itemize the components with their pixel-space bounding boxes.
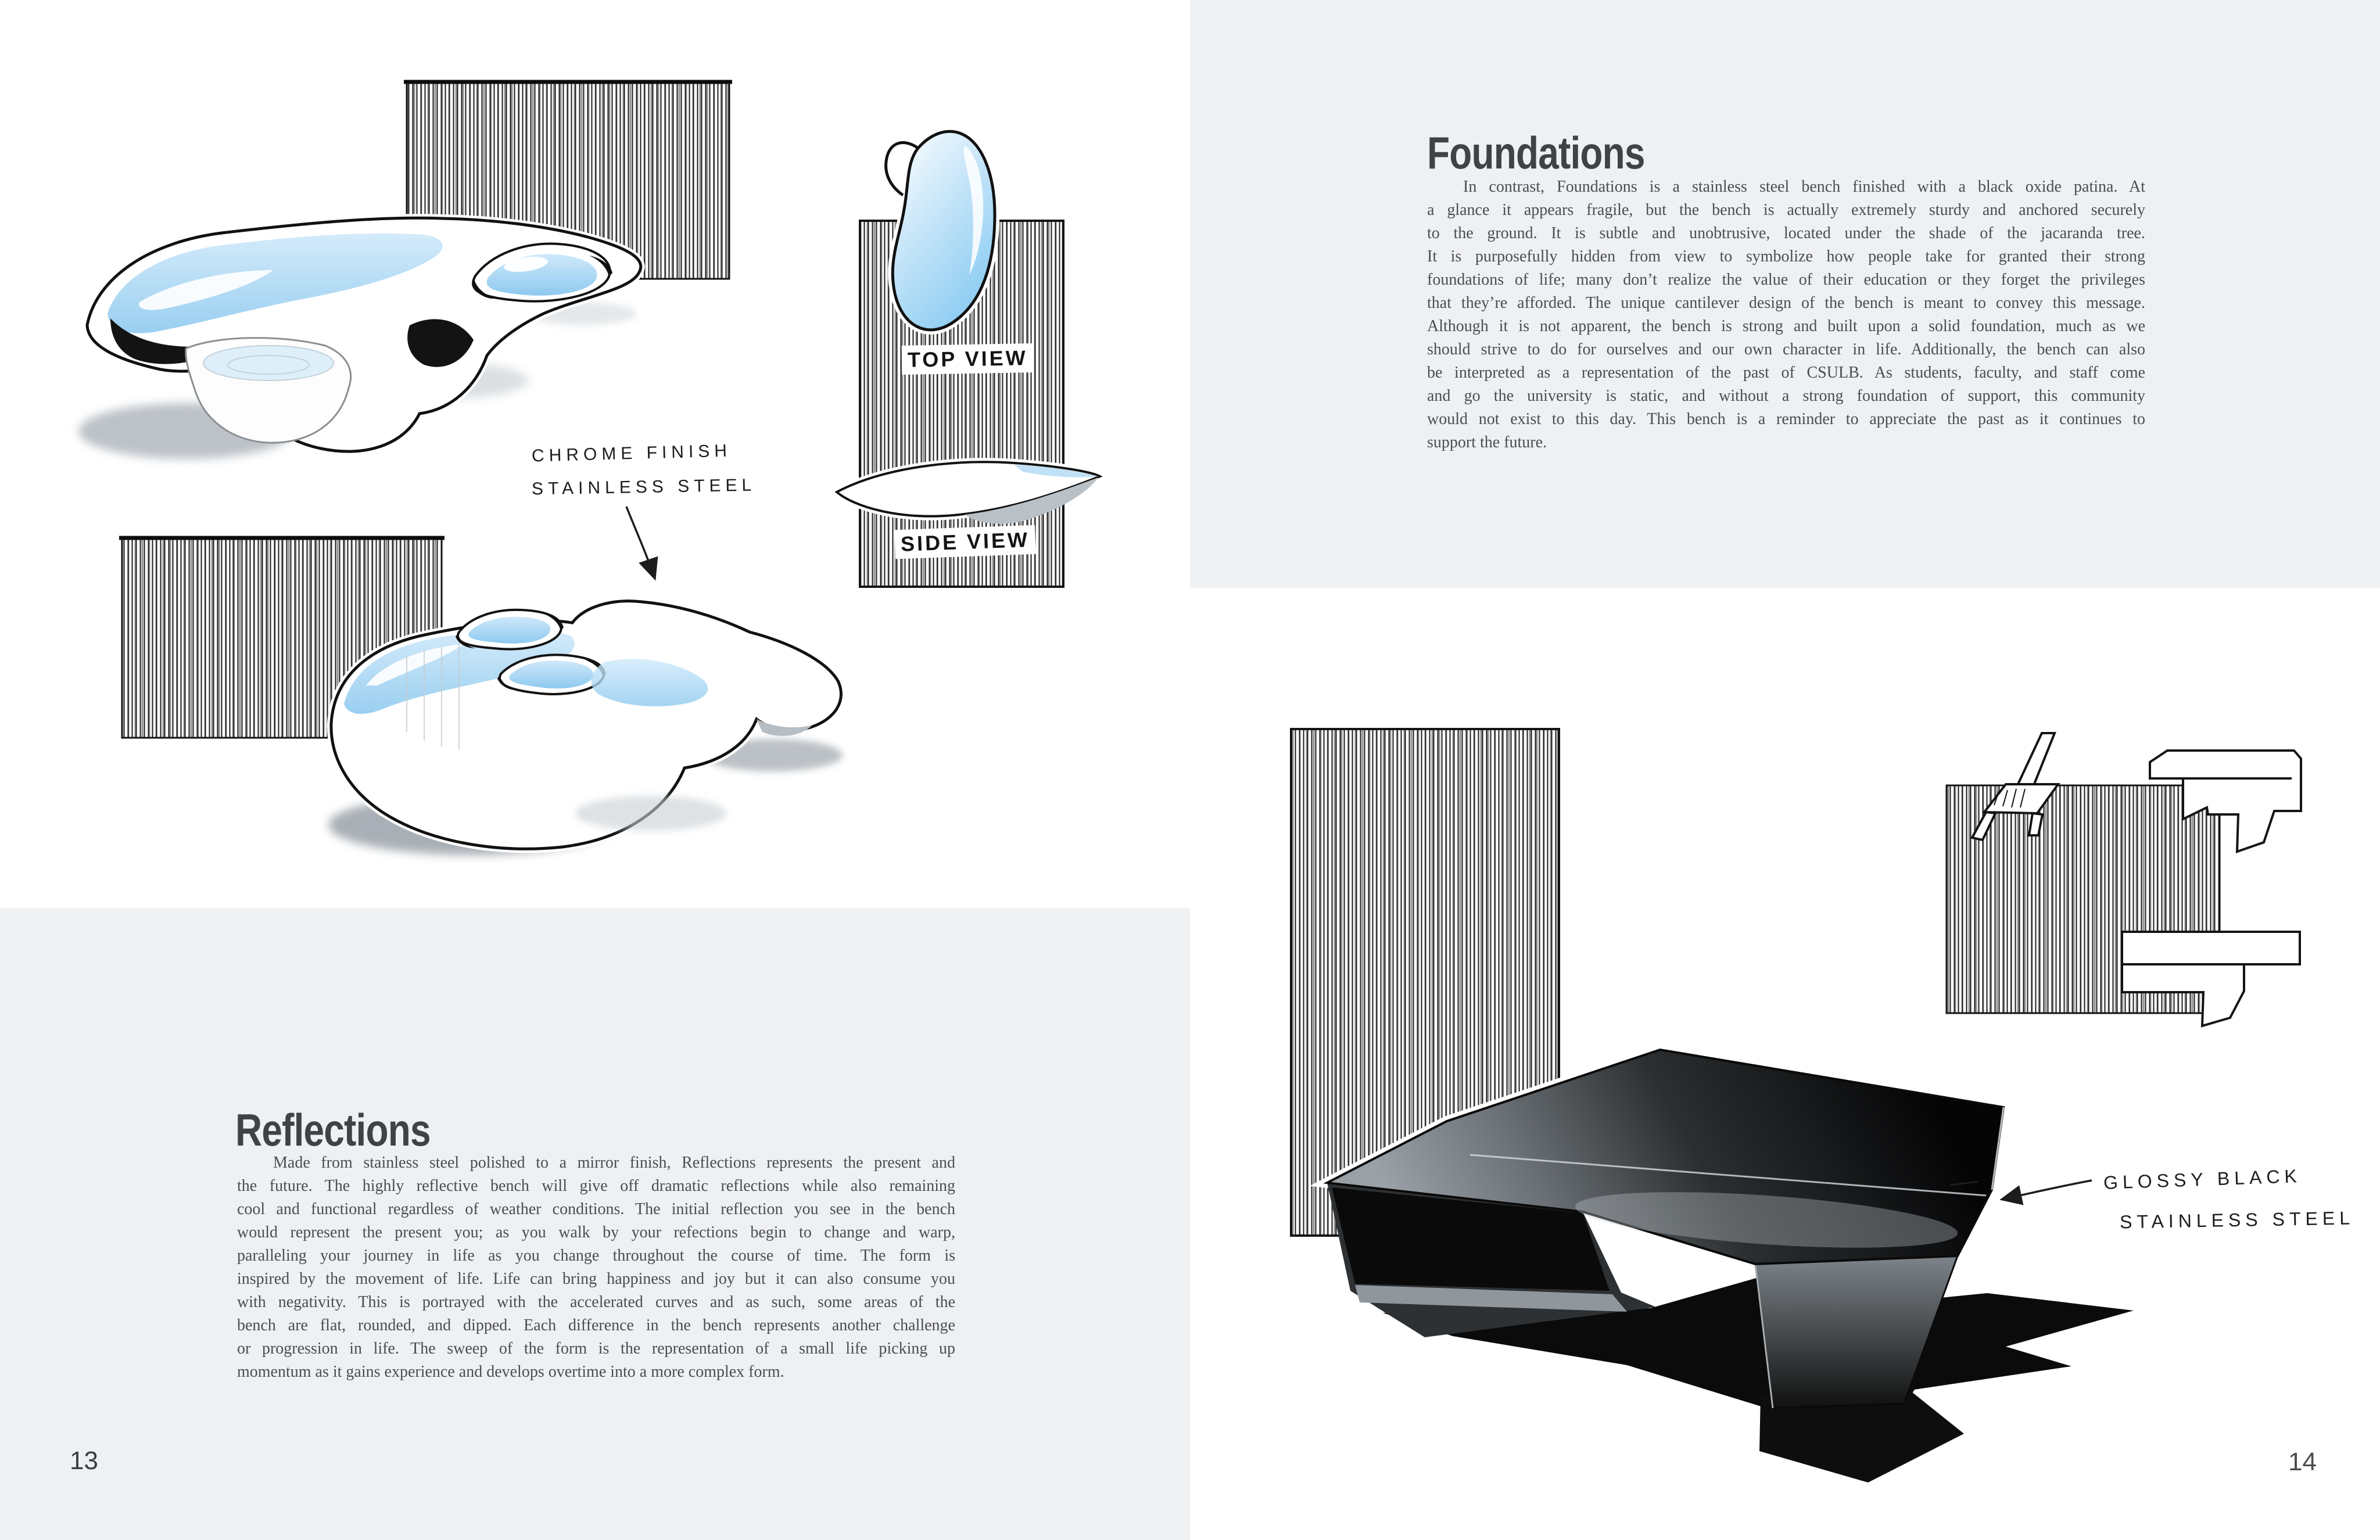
- glossy-note-arrow: [2003, 1180, 2092, 1199]
- top-view-droplet: [886, 131, 995, 330]
- body-line: with negativity. This is portrayed with the accelerated curves and as such, some areas of the: [237, 1293, 955, 1311]
- body-line: bench are flat, rounded, and dipped. Each difference in the bench represents another challenge: [237, 1316, 955, 1334]
- reflections-body: [237, 1151, 955, 1384]
- body-line: the future. The highly reflective bench will give off dramatic reflections while also remaining: [237, 1177, 955, 1195]
- body-line: In contrast, Foundations is a stainless steel bench finished with a black oxide patina. At: [1463, 178, 2145, 196]
- body-line: that they’re afforded. The unique cantilever design of the bench is meant to convey this message.: [1427, 294, 2145, 312]
- body-line: It is purposefully hidden from view to symbolize how people take for granted their strong: [1427, 247, 2145, 265]
- side-view-label: SIDE VIEW: [894, 525, 1036, 559]
- body-line: inspired by the movement of life. Life can bring happiness and joy but it can also consume you: [237, 1270, 955, 1288]
- body-line: support the future.: [1427, 433, 1547, 451]
- body-line: would represent the present you; as you walk by your refections begin to change and warp,: [237, 1223, 955, 1241]
- chrome-note-line1: CHROME FINISH: [531, 441, 732, 466]
- body-line: would not exist to this day. This bench is a reminder to appreciate the past as it continues to: [1427, 410, 2145, 428]
- foundations-sketch-canvas: [1190, 588, 2380, 1540]
- chrome-note-line2: STAINLESS STEEL: [531, 475, 757, 499]
- glossy-note-line2: STAINLESS STEEL: [2119, 1207, 2355, 1233]
- foundations-body: [1427, 175, 2145, 454]
- top-view-label: TOP VIEW: [902, 343, 1034, 375]
- body-line: Made from stainless steel polished to a mirror finish, Reflections represents the present and: [273, 1154, 955, 1172]
- bench-sketch-chrome-perspective: [78, 218, 641, 459]
- body-line: momentum as it gains experience and develops overtime into a more complex form.: [237, 1363, 784, 1381]
- body-line: should strive to do for ourselves and our own character in life. Additionally, the bench can also: [1427, 340, 2145, 358]
- page-title-foundations: Foundations: [1427, 127, 1645, 179]
- body-line: paralleling your journey in life as you change throughout the course of time. The form is: [237, 1247, 955, 1265]
- body-line: be interpreted as a representation of the past of CSULB. As students, faculty, and staff come: [1427, 364, 2145, 382]
- body-line: a glance it appears fragile, but the bench is actually extremely sturdy and anchored securely: [1427, 201, 2145, 219]
- body-line: and go the university is static, and without a strong foundation of support, this community: [1427, 387, 2145, 405]
- body-line: to the ground. It is subtle and unobtrusive, located under the shade of the jacaranda tree.: [1427, 224, 2145, 242]
- glossy-note-line1: GLOSSY BLACK: [2103, 1165, 2302, 1193]
- body-line: foundations of life; many don’t realize the value of their education or they forget the privileges: [1427, 271, 2145, 289]
- page-number-right: 14: [2288, 1448, 2317, 1476]
- chrome-note-arrow: [626, 507, 654, 577]
- body-line: or progression in life. The sweep of the form is the representation of a small life picking up: [237, 1340, 955, 1358]
- page-title-reflections: Reflections: [235, 1104, 431, 1156]
- body-line: cool and functional regardless of weather conditions. The initial reflection you see in the bench: [237, 1200, 955, 1218]
- page-number-left: 13: [70, 1446, 98, 1475]
- body-line: Although it is not apparent, the bench is strong and built upon a solid foundation, much as we: [1427, 317, 2145, 335]
- bench-sketch-chrome-bowl: [328, 601, 843, 855]
